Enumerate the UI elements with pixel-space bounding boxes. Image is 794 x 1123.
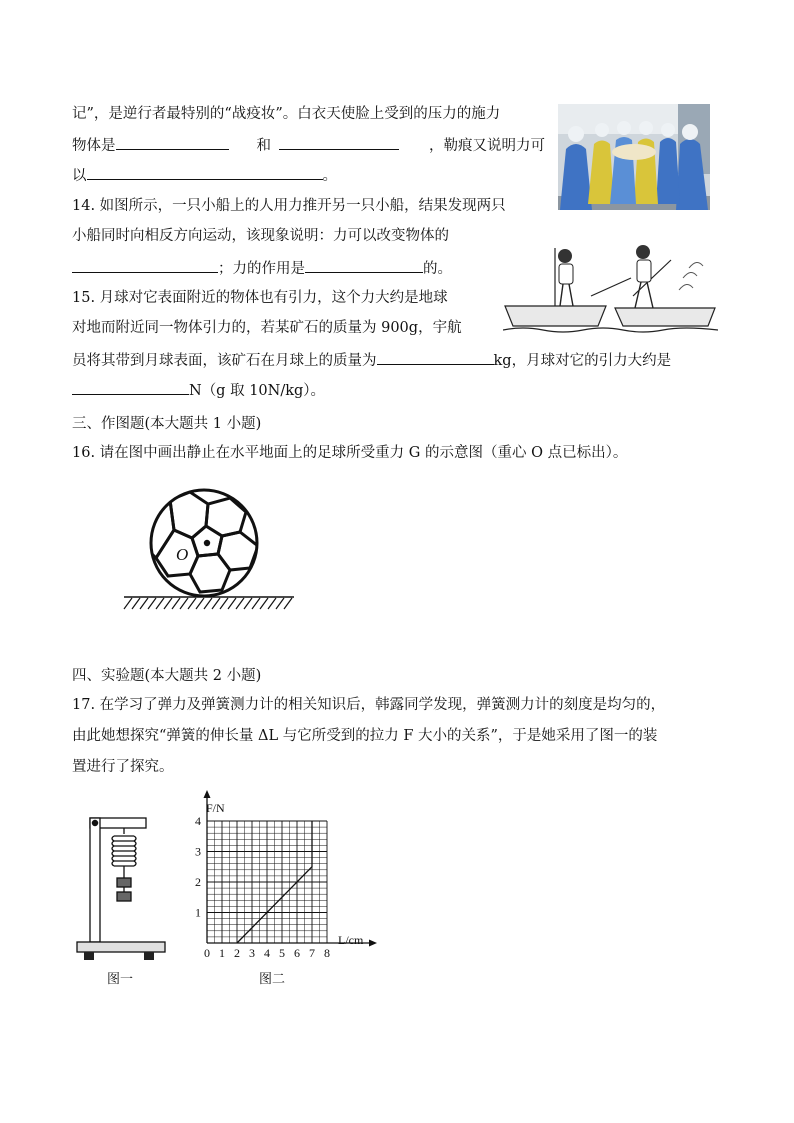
answer-blank-1[interactable] [116, 134, 229, 150]
boats-illustration [503, 238, 718, 336]
y-axis-arrow [204, 790, 211, 798]
chart-tick-labels [195, 814, 330, 960]
y-tick-label: 4 [195, 814, 201, 828]
q13-text-a: 物体是 [72, 138, 116, 154]
q15-line2: 对地而附近同一物体引力的，若某矿石的质量为 900g，宇航 [72, 320, 462, 336]
x-tick-label: 4 [264, 946, 270, 960]
q15-line3 [72, 349, 671, 371]
center-label-o: O [176, 545, 189, 564]
y-tick-label: 3 [195, 844, 201, 859]
x-tick-label: 5 [279, 946, 285, 960]
q13-text-d: 以 [72, 168, 87, 184]
answer-blank-6[interactable] [377, 349, 494, 365]
q14-text-a: ；力的作用是 [218, 261, 305, 277]
q14-text-b: 的。 [423, 261, 452, 277]
y-tick-label: 1 [195, 905, 201, 920]
q16-text: 16. 请在图中画出静止在水平地面上的足球所受重力 G 的示意图（重心 O 点已标出）。 [72, 445, 628, 461]
y-tick-label: 2 [195, 875, 201, 889]
q15-text-c: N（g 取 10N/kg）。 [189, 383, 326, 399]
x-tick-label: 6 [294, 946, 300, 960]
q13-line1: 记”，是逆行者最特别的“战疫妆”。白衣天使脸上受到的压力的施力 [72, 106, 501, 122]
y-axis-label: F/N [206, 801, 225, 815]
section-3-heading: 三、作图题(本大题共 1 小题) [72, 416, 262, 432]
spring-stand-figure [72, 810, 172, 970]
q14-line2: 小船同时向相反方向运动，该现象说明：力可以改变物体的 [72, 228, 449, 244]
answer-blank-3[interactable] [87, 164, 323, 180]
q15-text-a: 员将其带到月球表面，该矿石在月球上的质量为 [72, 353, 377, 369]
x-tick-label: 3 [249, 946, 255, 960]
q13-text-b: 和 [256, 138, 271, 154]
x-tick-label: 1 [219, 946, 225, 960]
q14-line3 [72, 257, 452, 279]
x-axis-arrow [369, 940, 377, 947]
q15-line4 [72, 379, 325, 401]
q13-line3 [72, 164, 337, 186]
answer-blank-4[interactable] [72, 257, 218, 273]
x-tick-label: 0 [204, 946, 210, 960]
q13-line2 [72, 134, 545, 156]
center-of-gravity-dot [204, 540, 210, 546]
medical-staff-photo [558, 104, 710, 210]
x-tick-label: 2 [234, 946, 240, 960]
section-4-heading: 四、实验题(本大题共 2 小题) [72, 668, 262, 684]
q17-line1: 17. 在学习了弹力及弹簧测力计的相关知识后，韩露同学发现，弹簧测力计的刻度是均匀的， [72, 697, 666, 713]
figure-1-caption: 图一 [107, 972, 134, 987]
answer-blank-2[interactable] [279, 134, 399, 150]
soccer-ball-figure [118, 488, 298, 613]
figure-2-caption: 图二 [259, 972, 286, 987]
q14-line1: 14. 如图所示，一只小船上的人用力推开另一只小船，结果发现两只 [72, 198, 506, 214]
answer-blank-5[interactable] [305, 257, 423, 273]
answer-blank-7[interactable] [72, 379, 189, 395]
x-tick-label: 7 [309, 946, 315, 960]
x-tick-label: 8 [324, 946, 330, 960]
q13-text-e: 。 [322, 168, 337, 184]
q17-line3: 置进行了探究。 [72, 759, 174, 775]
chart-grid [207, 821, 327, 943]
q15-text-b: kg，月球对它的引力大约是 [493, 353, 672, 369]
x-axis-label: L/cm [338, 933, 364, 947]
q17-line2: 由此她想探究“弹簧的伸长量 ΔL 与它所受到的拉力 F 大小的关系”，于是她采用了图一的装 [72, 728, 658, 744]
q15-line1: 15. 月球对它表面附近的物体也有引力，这个力大约是地球 [72, 290, 448, 306]
q13-text-c: ，勒痕又说明力可 [429, 138, 545, 154]
force-length-chart [190, 790, 385, 962]
